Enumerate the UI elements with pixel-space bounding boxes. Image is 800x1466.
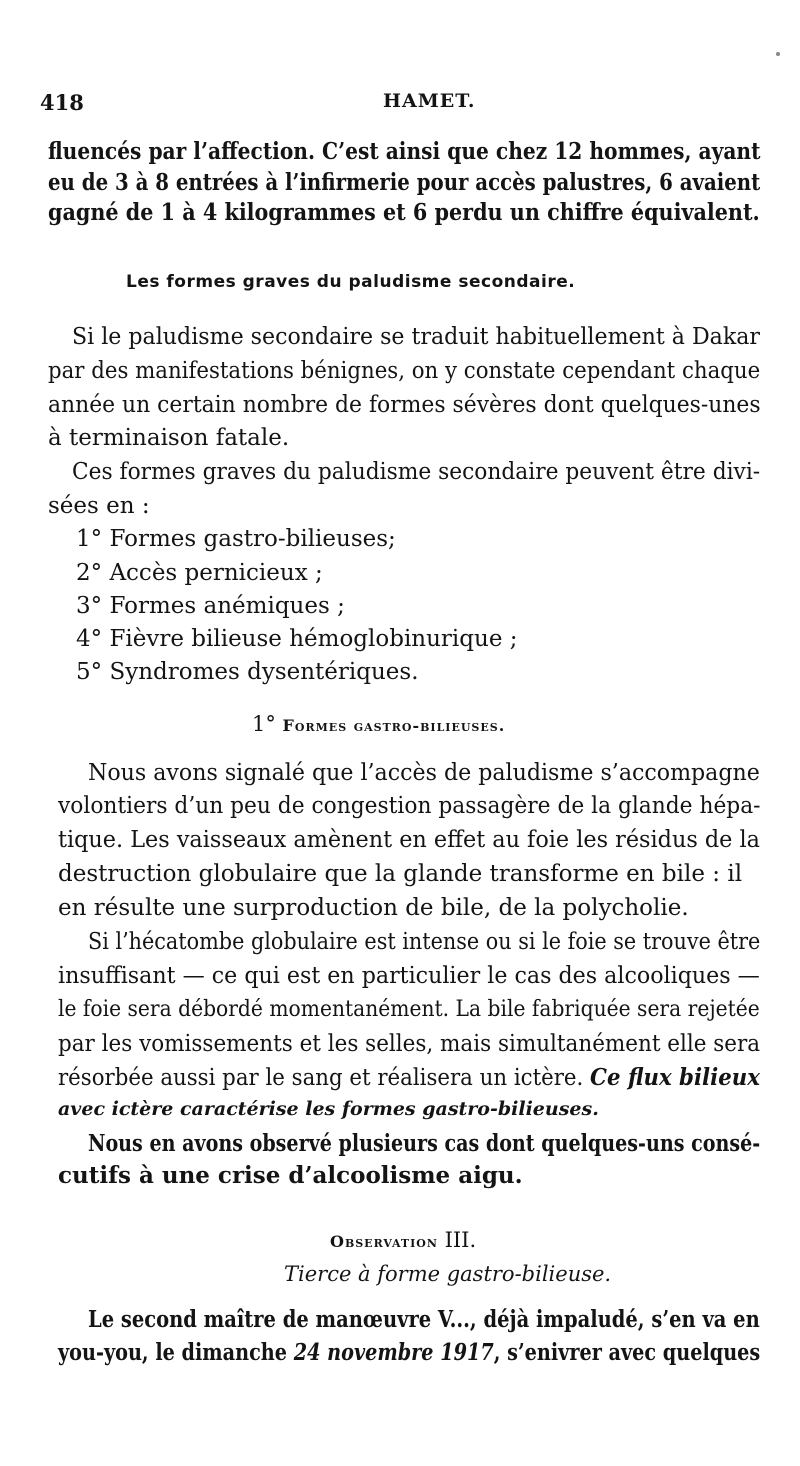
page-header bbox=[40, 90, 760, 120]
subsection-number: 1° bbox=[252, 712, 283, 736]
section-heading: Les formes graves du paludisme secondaire. bbox=[126, 272, 576, 292]
text-line: à terminaison fatale. bbox=[48, 425, 290, 451]
date-run: 24 novembre 1917 bbox=[293, 1339, 494, 1366]
list-item: 2° Accès pernicieux ; bbox=[76, 560, 323, 586]
text-line: gagné de 1 à 4 kilogrammes et 6 perdu un chiffre équivalent. bbox=[48, 199, 760, 226]
running-head: HAMET. bbox=[383, 90, 476, 112]
text-line: par des manifestations bénignes, on y constate cependant chaque bbox=[48, 358, 761, 384]
list-item: 5° Syndromes dysentériques. bbox=[76, 659, 419, 685]
text-line: tique. Les vaisseaux amènent en effet au foie les résidus de la bbox=[58, 827, 760, 853]
text-line: Si le paludisme secondaire se traduit habituellement à Dakar bbox=[72, 324, 761, 350]
text-line: insuffisant — ce qui est en particulier le cas des alcooliques — bbox=[58, 963, 760, 989]
text-line: fluencés par l’affection. C’est ainsi que chez 12 hommes, ayant bbox=[48, 138, 761, 165]
text-line: cutifs à une crise d’alcoolisme aigu. bbox=[58, 1162, 523, 1189]
list-item: 3° Formes anémiques ; bbox=[76, 593, 345, 619]
text-line: Nous avons signalé que l’accès de paludisme s’accompagne bbox=[88, 760, 760, 786]
italic-line: avec ictère caractérise les formes gastro-bilieuses. bbox=[58, 1098, 599, 1120]
subsection-heading bbox=[252, 712, 505, 736]
text-run: you-you, le dimanche bbox=[58, 1339, 294, 1366]
text-line: Le second maître de manœuvre V..., déjà impaludé, s’en va en bbox=[88, 1306, 760, 1333]
text-line: volontiers d’un peu de congestion passagère de la glande hépa- bbox=[58, 793, 761, 819]
text-line: destruction globulaire que la glande transforme en bile : il bbox=[58, 861, 743, 887]
text-line: Ces formes graves du paludisme secondaire peuvent être divi- bbox=[72, 459, 761, 485]
text-line: Nous en avons observé plusieurs cas dont quelques-uns consé- bbox=[88, 1130, 761, 1157]
observation-number: III. bbox=[437, 1228, 477, 1252]
text-line: sées en : bbox=[48, 493, 150, 519]
observation-label: Observation bbox=[330, 1232, 438, 1251]
text-line: année un certain nombre de formes sévères dont quelques-unes bbox=[48, 392, 761, 418]
text-line: eu de 3 à 8 entrées à l’infirmerie pour accès palustres, 6 avaient bbox=[48, 169, 761, 196]
observation-title bbox=[330, 1228, 476, 1252]
text-run: résorbée aussi par le sang et réalisera un ictère. bbox=[58, 1065, 591, 1091]
text-run: , s’enivrer avec quelques bbox=[493, 1339, 761, 1366]
list-item: 4° Fièvre bilieuse hémoglobinurique ; bbox=[76, 626, 518, 652]
observation-subtitle: Tierce à forme gastro-bilieuse. bbox=[284, 1262, 612, 1286]
subsection-title: Formes gastro-bilieuses. bbox=[282, 716, 506, 735]
text-line: par les vomissements et les selles, mais simultanément elle sera bbox=[58, 1031, 761, 1057]
list-item: 1° Formes gastro-bilieuses; bbox=[76, 526, 396, 552]
italic-run: Ce flux bilieux bbox=[590, 1064, 760, 1091]
text-line bbox=[58, 1338, 760, 1368]
text-line: en résulte une surproduction de bile, de la polycholie. bbox=[58, 895, 689, 921]
text-line: le foie sera débordé momentanément. La bile fabriquée sera rejetée bbox=[58, 997, 760, 1022]
text-line: Si l’hécatombe globulaire est intense ou si le foie se trouve être bbox=[88, 929, 761, 955]
text-line bbox=[58, 1063, 760, 1093]
page-number: 418 bbox=[40, 90, 84, 115]
print-speck bbox=[776, 52, 780, 56]
